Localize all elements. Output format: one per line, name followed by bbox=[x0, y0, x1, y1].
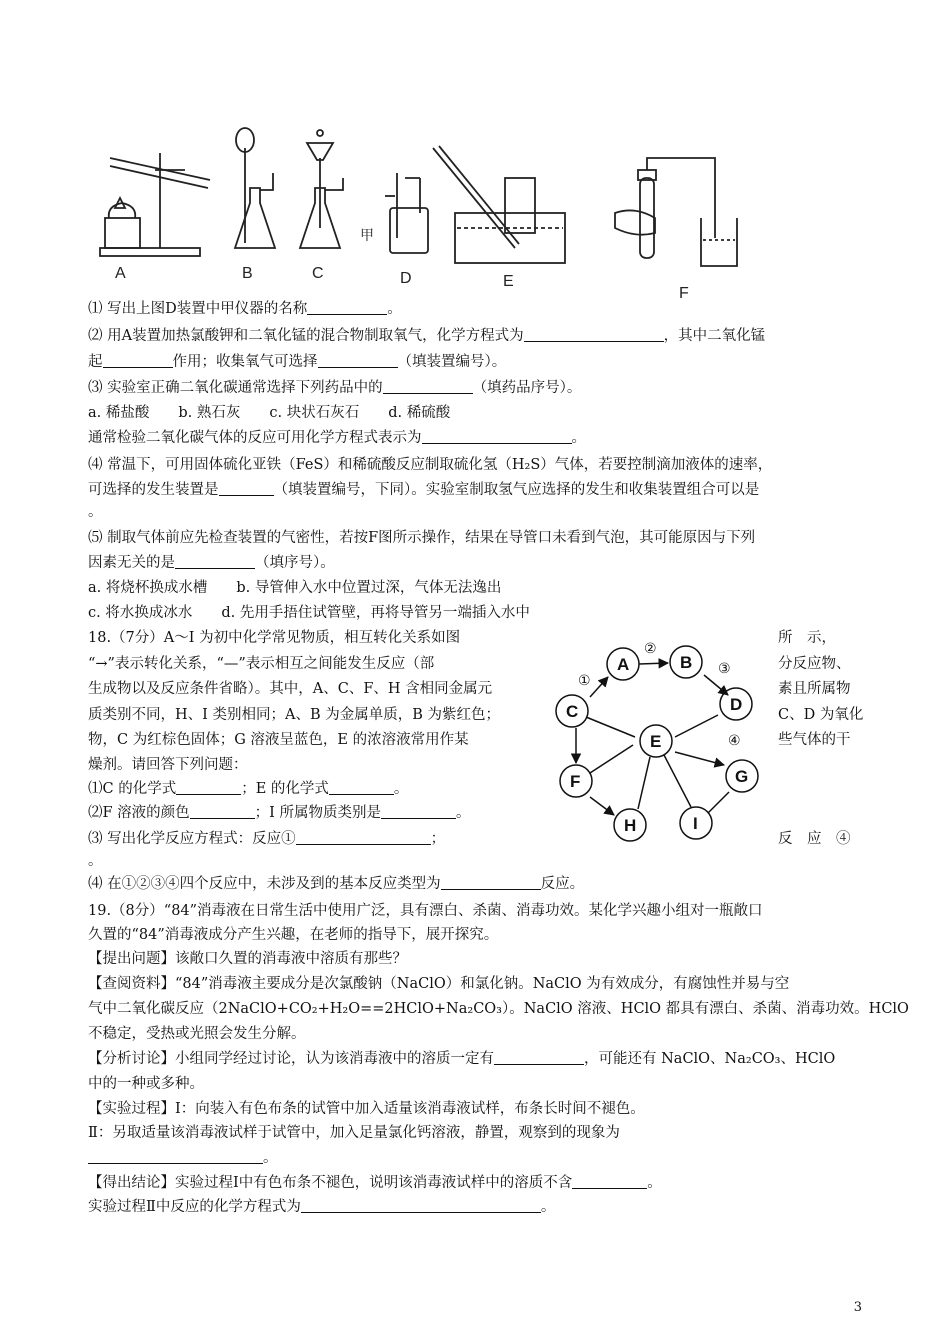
q17-part3-text-c: 通常检验二氧化碳气体的反应可用化学方程式表示为 bbox=[88, 430, 422, 446]
q18-line1: 18.（7分）A～I 为初中化学常见物质，相互转化关系如图 bbox=[88, 630, 461, 646]
q17-part2-line2 bbox=[88, 352, 506, 372]
q17-part1 bbox=[88, 299, 402, 319]
q17-part4-text-c: （填装置编号，下同）。实验室制取氢气应选择的发生和收集装置组合可以是 bbox=[273, 482, 760, 498]
q18-line2-right: 分反应物、 bbox=[778, 656, 851, 672]
q17-part5-text-c: （填序号）。 bbox=[255, 555, 335, 571]
apparatus-label-b: B bbox=[242, 265, 253, 282]
edge-e-i bbox=[664, 755, 691, 807]
apparatus-a bbox=[100, 153, 210, 256]
q17-part4-line2 bbox=[88, 480, 759, 500]
edge-a-b bbox=[639, 663, 668, 664]
q19-experiment-2-answer bbox=[88, 1148, 278, 1168]
q19-research-line2: 气中二氧化碳反应（2NaClO+CO₂+H₂O==2HClO+Na₂CO₃）。NaClO 溶液、HClO 都具有漂白、杀菌、消毒功效。HClO bbox=[88, 1001, 909, 1017]
answer-blank[interactable] bbox=[318, 353, 398, 368]
reaction-1-marker: ① bbox=[578, 673, 591, 689]
q17-part5-line1: ⑸ 制取气体前应先检查装置的气密性，若按F图所示操作，结果在导管口未看到气泡，其可能原因与下列 bbox=[88, 530, 756, 546]
q19-experiment-1: 【实验过程】Ⅰ：向装入有色布条的试管中加入适量该消毒液试样，布条长时间不褪色。 bbox=[88, 1101, 645, 1117]
node-c-label: C bbox=[566, 702, 579, 721]
answer-blank[interactable] bbox=[494, 1050, 584, 1065]
q18-q3-text: ⑶ 写出化学反应方程式：反应① bbox=[88, 831, 296, 847]
answer-blank[interactable] bbox=[190, 804, 255, 819]
node-g-label: G bbox=[735, 767, 749, 786]
q19-experiment-2: Ⅱ：另取适量该消毒液试样于试管中，加入足量氯化钙溶液，静置，观察到的现象为 bbox=[88, 1125, 620, 1141]
node-d-label: D bbox=[730, 695, 743, 714]
answer-blank[interactable] bbox=[524, 327, 664, 342]
q18-reaction-diagram bbox=[548, 635, 778, 850]
q17-part5-options1: a. 将烧杯换成水槽 b. 导管伸入水中位置过深，气体无法逸出 bbox=[88, 580, 502, 596]
q19-line2: 久置的“84”消毒液成分产生兴趣，在老师的指导下，展开探究。 bbox=[88, 927, 499, 943]
answer-blank[interactable] bbox=[301, 1198, 541, 1213]
q17-part4-line3: 。 bbox=[88, 504, 103, 520]
q18-question4 bbox=[88, 874, 584, 894]
answer-blank[interactable] bbox=[219, 481, 274, 496]
answer-blank[interactable] bbox=[572, 1174, 647, 1189]
reaction-4-marker: ④ bbox=[728, 733, 741, 749]
q18-q4-text: ⑷ 在①②③④四个反应中，未涉及到的基本反应类型为 bbox=[88, 876, 441, 892]
q19-equation-text: 实验过程Ⅱ中反应的化学方程式为 bbox=[88, 1199, 301, 1215]
reaction-2-marker: ② bbox=[644, 641, 657, 657]
q18-q3-text-b: ； bbox=[430, 831, 446, 847]
answer-blank[interactable] bbox=[329, 780, 394, 795]
q17-part3-options: a. 稀盐酸 b. 熟石灰 c. 块状石灰石 d. 稀硫酸 bbox=[88, 405, 451, 421]
apparatus-d bbox=[385, 173, 428, 253]
q19-line1: 19.（8分）“84”消毒液在日常生活中使用广泛，具有漂白、杀菌、消毒功效。某化学兴趣小组对一瓶敞口 bbox=[88, 903, 763, 919]
edge-e-g bbox=[675, 752, 724, 765]
q18-line3: 生成物以及反应条件省略）。其中，A、C、F、H 含相同金属元 bbox=[88, 681, 493, 697]
node-e-label: E bbox=[650, 732, 662, 751]
apparatus-f bbox=[615, 158, 737, 266]
answer-blank[interactable] bbox=[383, 379, 473, 394]
q17-part2-text-b: ，其中二氧化锰 bbox=[663, 328, 766, 344]
q19-discussion-line2: 中的一种或多种。 bbox=[88, 1076, 204, 1092]
answer-blank[interactable] bbox=[381, 804, 456, 819]
node-f-label: F bbox=[570, 772, 581, 791]
apparatus-b bbox=[235, 128, 275, 248]
q17-part3-text-d: 。 bbox=[571, 430, 586, 446]
answer-blank[interactable] bbox=[307, 300, 387, 315]
q19-conclusion-end: 。 bbox=[647, 1175, 662, 1191]
q18-question1 bbox=[88, 779, 408, 799]
apparatus-d-marker: 甲 bbox=[360, 228, 374, 244]
apparatus-figure bbox=[95, 118, 745, 298]
apparatus-c bbox=[300, 130, 343, 248]
q18-q2-text-b: ；I 所属物质类别是 bbox=[254, 805, 382, 821]
q17-part2-line1 bbox=[88, 326, 765, 346]
q17-part3-text-b: （填药品序号）。 bbox=[472, 380, 582, 396]
edge-f-h bbox=[590, 797, 614, 815]
q18-q4-text-b: 反应。 bbox=[540, 876, 585, 892]
q18-line4-right: C、D 为氧化 bbox=[778, 707, 864, 723]
q17-part4-line1: ⑷ 常温下，可用固体硫化亚铁（FeS）和稀硫酸反应制取硫化氢（H₂S）气体，若要控制滴加液体的速率， bbox=[88, 457, 773, 473]
q17-part3-text: ⑶ 实验室正确二氧化碳通常选择下列药品中的 bbox=[88, 380, 383, 396]
q18-line3-right: 素且所属物 bbox=[778, 681, 851, 697]
q19-conclusion-line2 bbox=[88, 1197, 555, 1217]
q19-research-line1: 【查阅资料】“84”消毒液主要成分是次氯酸钠（NaClO）和氯化钠。NaClO 为有效成分，有腐蚀性并易与空 bbox=[88, 976, 790, 992]
q18-q2-text-c: 。 bbox=[456, 805, 471, 821]
q18-line1-right: 所 示， bbox=[778, 630, 836, 646]
q17-part2-text: ⑵ 用A装置加热氯酸钾和二氧化锰的混合物制取氧气，化学方程式为 bbox=[88, 328, 524, 344]
apparatus-label-c: C bbox=[312, 265, 324, 282]
answer-blank[interactable] bbox=[296, 830, 431, 845]
q18-question3 bbox=[88, 829, 445, 849]
q17-part1-end: 。 bbox=[387, 301, 402, 317]
answer-blank[interactable] bbox=[175, 554, 255, 569]
node-h-label: H bbox=[624, 816, 637, 835]
edge-g-i bbox=[708, 792, 729, 813]
node-i-label: I bbox=[693, 814, 698, 833]
page-number: 3 bbox=[853, 1300, 862, 1315]
answer-blank[interactable] bbox=[103, 353, 173, 368]
q18-line4: 质类别不同，H、I 类别相同；A、B 为金属单质，B 为紫红色； bbox=[88, 707, 500, 723]
edge-c-e bbox=[586, 717, 635, 737]
reaction-3-marker: ③ bbox=[718, 661, 731, 677]
q17-part5-options2: c. 将水换成冰水 d. 先用手捂住试管壁，再将导管另一端插入水中 bbox=[88, 605, 530, 621]
q19-experiment-2-end: 。 bbox=[263, 1150, 278, 1166]
q18-line5-right: 些气体的干 bbox=[778, 732, 851, 748]
q17-part2-text-e: （填装置编号）。 bbox=[397, 354, 507, 370]
apparatus-label-f: F bbox=[679, 285, 689, 298]
q17-part3-line3 bbox=[88, 428, 586, 448]
q18-line5: 物，C 为红棕色固体；G 溶液呈蓝色，E 的浓溶液常用作某 bbox=[88, 732, 469, 748]
q18-question2 bbox=[88, 803, 471, 823]
q19-discussion-text-b: ，可能还有 NaClO、Na₂CO₃、HClO bbox=[584, 1051, 836, 1067]
q19-research-line3: 不稳定，受热或光照会发生分解。 bbox=[88, 1026, 306, 1042]
edge-e-h bbox=[638, 757, 650, 809]
q19-discussion-text: 【分析讨论】小组同学经过讨论，认为该消毒液中的溶质一定有 bbox=[88, 1051, 494, 1067]
q18-question3-right: 反 应 ④ bbox=[778, 831, 851, 847]
node-b-label: B bbox=[680, 653, 693, 672]
edge-e-f bbox=[590, 745, 633, 773]
q18-question3-end: 。 bbox=[88, 853, 103, 869]
q17-part2-text-d: 作用；收集氧气可选择 bbox=[172, 354, 318, 370]
edge-e-d bbox=[675, 715, 718, 737]
q18-q2-text: ⑵F 溶液的颜色 bbox=[88, 805, 190, 821]
answer-blank[interactable] bbox=[422, 429, 572, 444]
apparatus-label-d: D bbox=[400, 270, 412, 287]
q19-conclusion-line1 bbox=[88, 1173, 662, 1193]
answer-blank[interactable] bbox=[176, 780, 241, 795]
q19-question-heading: 【提出问题】该敞口久置的消毒液中溶质有那些？ bbox=[88, 951, 407, 967]
q18-q1-text: ⑴C 的化学式 bbox=[88, 781, 177, 797]
apparatus-label-e: E bbox=[503, 273, 514, 290]
q17-part2-text-c: 起 bbox=[88, 354, 103, 370]
q18-q1-text-c: 。 bbox=[393, 781, 409, 797]
answer-blank[interactable] bbox=[88, 1149, 263, 1164]
q18-q1-text-b: ；E 的化学式 bbox=[241, 781, 329, 797]
apparatus-e bbox=[433, 146, 565, 263]
q19-conclusion-text: 【得出结论】实验过程Ⅰ中有色布条不褪色，说明该消毒液试样中的溶质不含 bbox=[88, 1175, 573, 1191]
q17-part5-text-b: 因素无关的是 bbox=[88, 555, 175, 571]
q18-line2: “→”表示转化关系，“—”表示相互之间能发生反应（部 bbox=[88, 656, 435, 672]
q17-part1-text: ⑴ 写出上图D装置中甲仪器的名称 bbox=[88, 301, 308, 317]
q17-part4-text-b: 可选择的发生装置是 bbox=[88, 482, 219, 498]
edge-c-a bbox=[590, 677, 608, 697]
apparatus-label-a: A bbox=[115, 265, 126, 282]
q19-discussion-line1 bbox=[88, 1049, 835, 1069]
node-a-label: A bbox=[617, 655, 630, 674]
q17-part5-line2 bbox=[88, 553, 335, 573]
q19-equation-end: 。 bbox=[540, 1199, 556, 1215]
answer-blank[interactable] bbox=[441, 875, 541, 890]
q18-line6: 燥剂。请回答下列问题： bbox=[88, 757, 248, 773]
q17-part3-line1 bbox=[88, 378, 581, 398]
